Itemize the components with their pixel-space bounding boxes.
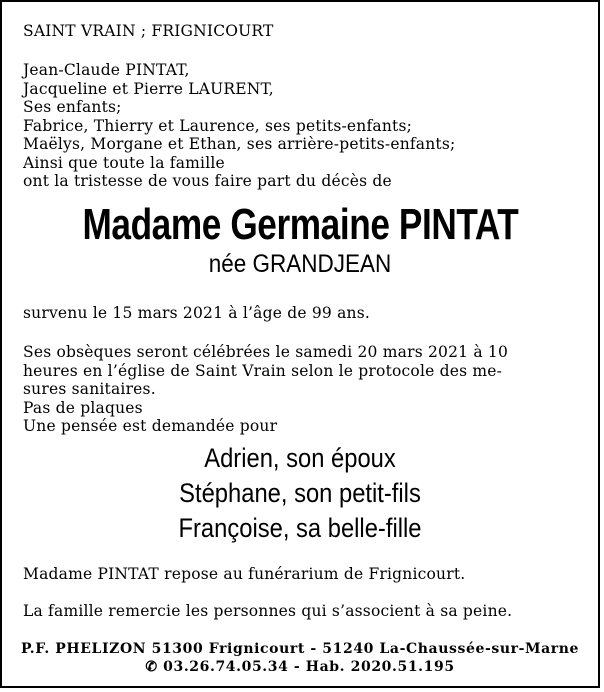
family-list [23, 61, 455, 191]
family-line: Fabrice, Thierry et Laurence, ses petits-enfants; [23, 116, 413, 135]
family-line: Ses enfants; [23, 98, 122, 116]
funeral-line: heures en l’église de Saint Vrain selon le protocole des me- [23, 361, 503, 380]
death-line: survenu le 15 mars 2021 à l’âge de 99 ans. [23, 304, 370, 322]
footer-line: P.F. PHELIZON 51300 Frignicourt - 51240 La-Chaussée-sur-Marne [20, 641, 580, 657]
funeral-line: Ses obsèques seront célébrées le samedi 20 mars 2021 à 10 [23, 343, 509, 361]
family-line: Ainsi que toute la famille [23, 153, 225, 172]
maiden-name: née GRANDJEAN [208, 250, 392, 278]
funeral-line: Pas de plaques [23, 398, 143, 417]
deceased-block [2, 199, 598, 279]
funeral-line: Une pensée est demandée pour [23, 417, 278, 435]
location-line: SAINT VRAIN ; FRIGNICOURT [23, 22, 274, 40]
memorial-name: Adrien, son époux [204, 443, 396, 473]
family-line: ont la tristesse de vous faire part du décès de [23, 172, 392, 190]
memorial-name: Stéphane, son petit-fils [179, 478, 421, 508]
family-line: Maëlys, Morgane et Ethan, ses arrière-petits-enfants; [23, 135, 456, 153]
memorial-name: Françoise, sa belle-fille [178, 513, 422, 543]
family-line: Jacqueline et Pierre LAURENT, [23, 79, 274, 98]
funeral-home-footer [2, 640, 598, 676]
funeral-details [23, 343, 579, 436]
thanks-line: La famille remercie les personnes qui s’associent à sa peine. [23, 602, 513, 620]
footer-line: ✆ 03.26.74.05.34 - Hab. 2020.51.195 [145, 659, 455, 675]
deceased-name: Madame Germaine PINTAT [82, 200, 518, 249]
memorial-list [2, 441, 598, 546]
rest-line: Madame PINTAT repose au funérarium de Frignicourt. [23, 565, 466, 583]
family-line: Jean-Claude PINTAT, [23, 61, 190, 79]
funeral-line: sures sanitaires. [23, 380, 156, 398]
